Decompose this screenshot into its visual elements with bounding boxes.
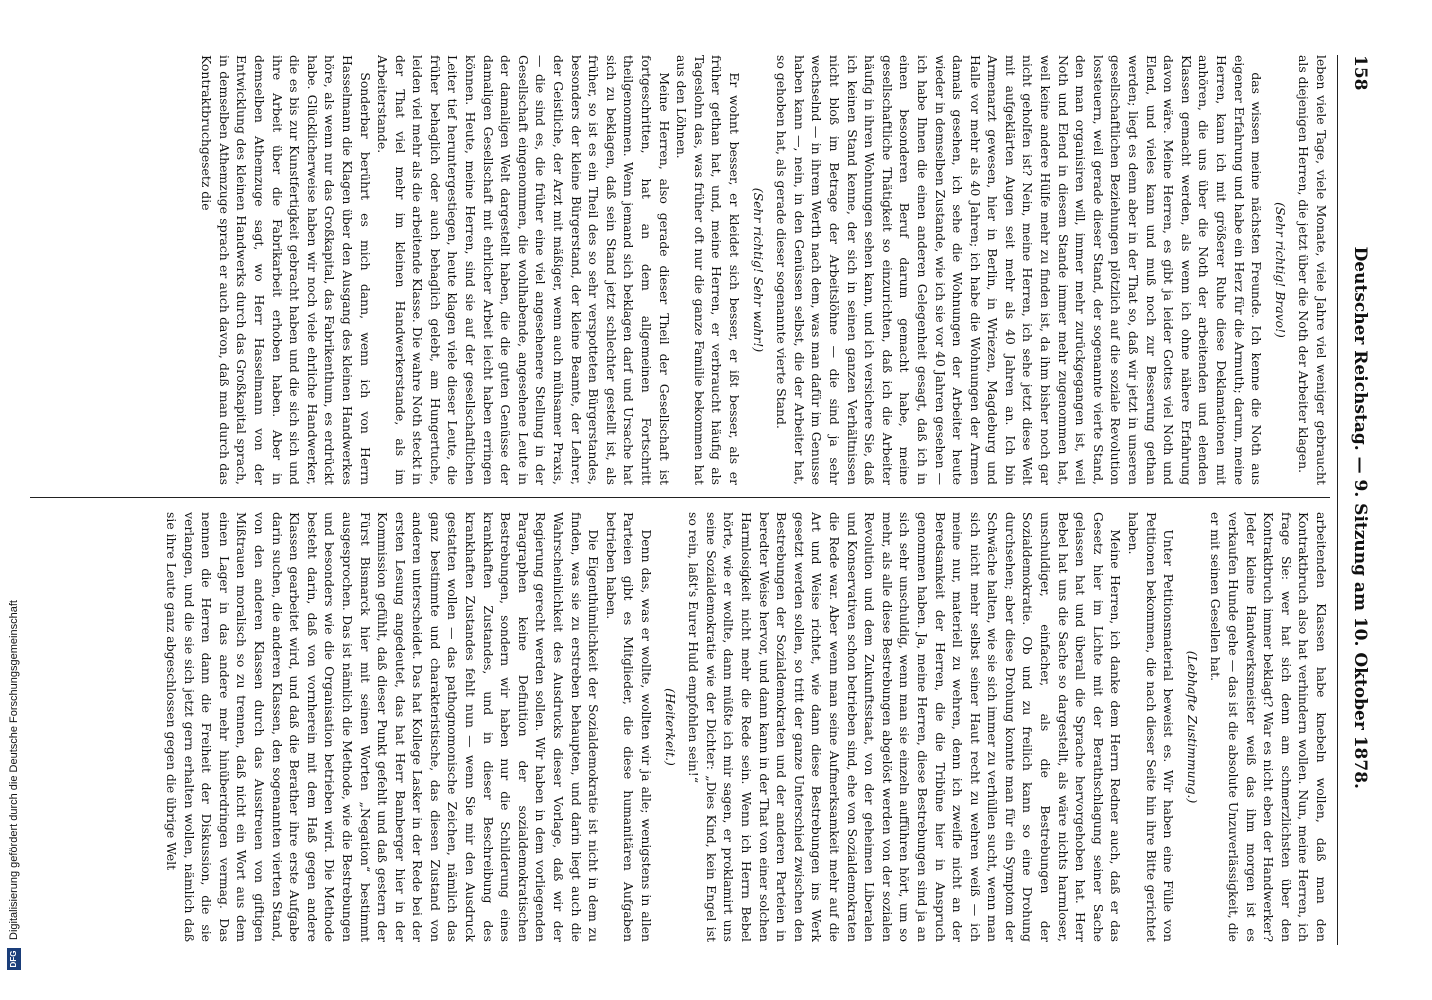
digitization-footer [0,0,28,1000]
stage-direction: (Sehr richtig! Bravo!) [1272,202,1288,338]
digitization-credit: Digitalisierung gefördert durch die Deutsche Forschungsgemeinschaft [8,600,20,940]
paragraph: Meine Herren, also gerade dieser Theil der Gesellschaft ist fortgeschritten, hat an dem allgemeinen Fortschritt theilgenommen. Wenn jemand sich beklagen darf und Ursache hat sich zu beklagen, daß sein Stand jetzt schlechter gestellt ist, als früher, so ist es ein Theil des so sehr verspotteten Bürgerstandes, besonders der kleine Bürgerstand, der kleine Beamte, der Lehrer, der Geistliche, der Arzt mit mäßiger, wenn auch mühsamer Praxis, — die sind es, die früher eine viel angesehenere Stellung in der Gesellschaft eingenommen, die wohlhabende, angesehene Leute in der damaligen Welt dargestellt haben, die die guten Genüsse der damaligen Gesellschaft mit ehrlicher Arbeit leicht haben erringen können. Heute, meine Herren, sind sie auf der gesellschaftlichen Leiter tief heruntergestiegen, heute klagen viele dieser Leute, die früher behaglich oder auch behaglich gelebt, am Hungertuche, leiden viel mehr als die arbeitende Klasse. Die wahre Noth steckt in der That viel mehr im kleinen Handwerkerstande, als im Arbeiterstande. [375,55,672,485]
paragraph: das wissen meine nächsten Freunde. Ich kenne die Noth aus eigener Erfahrung und habe ein Herz für die Armuth; darum, meine Herren, kann ich mit größerer Ruhe diese Deklamationen mit anhören, die uns über die Noth der arbeitenden und elenden Klassen gemacht werden, als wenn ich ohne nähere Erfahrung davon wäre. Meine Herren, es gibt ja leider Gottes viel Noth und Elend, und vieles kann und muß noch zur Besserung gethan werden; liegt es denn aber in der That so, daß wir jetzt in unseren gesellschaftlichen Beziehungen plötzlich auf die soziale Revolution lossteuern, weil gerade dieser Stand, der sogenannte vierte Stand, den man organisiren will, immer mehr zurückgegangen ist, weil Noth und Elend in diesem Stande immer mehr zugenommen hat, weil keine andere Hülfe mehr zu finden ist, da ihm bisher noch gar nicht geholfen ist? Nein, meine Herren, ich sehe jetzt diese Welt mit aufgeklärten Augen seit mehr als 40 Jahren an. Ich bin Armenarzt gewesen, hier in Berlin, in Wriezen, Magdeburg und Halle vor mehr als 40 Jahren; ich habe die Wohnungen der Armen damals gesehen, ich sehe die Wohnungen der Arbeiter heute wieder in demselben Zustande, wie ich sie vor 40 Jahren gesehen — ich habe Ihnen die einen anderen Gelegenheit gesagt, daß ich in einen besonderen Beruf darum gemacht habe, meine gesellschaftliche Thätigkeit so einzurichten, daß ich die Arbeiter häufig in ihren Wohnungen sehen kann, und ich versichere Sie, daß ich keinen Stand kenne, der sich in seinen ganzen Verhältnissen nicht bloß im Betrage der Arbeitslöhne — die sind ja sehr wechselnd — in ihrem Werth nach dem, was man dafür im Genusse haben kann —, nein, in den Genüssen selbst, die der Arbeiter hat, so gehoben hat, als gerade dieser sogenannte vierte Stand. [774,55,1265,485]
page-header [1340,55,1370,945]
paragraph: Die Eigenthümlichkeit der Sozialdemokratie ist nicht in dem zu finden, was sie zu erstreben behaupten, und darin liegt auch die Wahrscheinlichkeit des Ausdrucks dieser Vorlage, daß wir der Regierung gerecht werden sollen. Wir haben in dem vorliegenden Paragraphen keine Definition der sozialdemokratischen Bestrebungen, sondern wir haben nur die Schilderung eines krankhaften Zustandes, und in dieser Beschreibung des krankhaften Zustandes fehlt nun — wenn Sie mir den Ausdruck gestatten wollen — das pathognomonische Zeichen, nämlich das ganz bestimmte und charakteristische, das diesen Zustand von anderen unterscheidet. Das hat Kollege Lasker in der Rede bei der ersten Lesung angedeutet, das hat Herr Bamberger hier in der Kommission gefühlt, daß dieser Punkt gefehlt und daß gestern der Fürst Bismarck hier mit seinen Worten „Negation“ bestimmt ausgesprochen. Das ist nämlich die Methode, wie die Bestrebungen und besonders wie die Organisation betrieben wird. Die Methode besteht darin, daß von vornherein mit dem Haß gegen andere Klassen gearbeitet wird, und daß die Berather ihre erste Aufgabe darin suchen, die anderen Klassen, den sogenannten vierten Stand, von den anderen Klassen durch das Ausstreuen von giftigen Mißtrauen moralisch so zu trennen, daß nicht ein Wort aus dem einen Lager in das andere mehr hinüberdringen vermag. Das nennen die Herren dann die Freiheit der Diskussion, die sie verlangen, und die sie sich jetzt gern erhalten wollen, nämlich daß sie ihre Leute ganz abgeschlossen gegen die übrige Welt [164,512,602,942]
paragraph: Unter Petitionsmaterial beweist es. Wir haben eine Fülle von Petitionen bekommen, die nach dieser Seite hin ihre Bitte gerichtet haben. [1126,512,1177,942]
paragraph: Denn das, was er wollte, wollten wir ja alle; wenigstens in allen Parteien gibt es Mitglieder, die diese humanitären Aufgaben betrieben haben. [603,512,655,942]
paragraph: Sonderbar berührt es mich dann, wenn ich von Herrn Hasselmann die Klagen über den Ausgang des kleinen Handwerkes höre, als wenn nur das Großkapital, das Fabrikenthum, es erdrückt habe. Glücklicherweise haben wir noch viele ehrliche Handwerker, die es bis zur Kunstfertigkeit gebracht haben und die sich sich und ihre Arbeit über die Fabrikarbeit erhoben haben. Aber in demselben Athemzuge sagt, wo Herr Hasselmann von der Entwicklung des kleinen Handwerks durch das Großkapital sprach, in demselben Athemzuge sprach er auch davon, daß man durch das Kontraktbruchgesetz die [199,55,373,485]
running-title: Deutscher Reichstag. — 9. Sitzung am 10. Oktober 1878. [1350,246,1370,789]
page-number: 158 [1350,55,1370,91]
stage-direction: (Lebhafte Zustimmung.) [1184,650,1200,804]
stage-direction: (Sehr richtig! Sehr wahr!) [750,187,766,353]
stage-direction: (Heiterkeit.) [662,688,678,766]
paragraph: leben viele Tage, viele Monate, viele Jahre viel weniger gebraucht als diejenigen Herren, die jetzt über die Noth der Arbeiter klagen. [1296,55,1329,485]
text-column-right [30,512,1330,942]
paragraph: Er wohnt besser, er kleidet sich besser, er ißt besser, als er früher gethan hat, und, meine Herren, er verbraucht häufig als Tageslohn das, was früher oft nur die ganze Familie bekommen hat aus den Löhnen. [674,55,742,485]
column-divider [30,497,1330,498]
text-column-left [30,55,1330,485]
dfg-logo: DFG [7,948,21,970]
paragraph: Meine Herren, ich danke dem Herrn Redner auch, daß er das Gesetz hier im Lichte mit der Berathschlagung seiner Sache gelassen hat und überall die Sprache hervorgehoben hat. Herr Bebel hat uns die Sache so dargestellt, als wäre nichts harmloser, unschuldiger, einfacher, als die Bestrebungen der Sozialdemokratie. Ob und zu freilich kann so eine Drohung durchsehen; aber diese Drohung konnte man für ein Symptom der Schwäche halten, wie sie sich immer zu verhüllen sucht, wenn man sich nicht mehr selbst seiner Haut recht zu wehren weiß — ich meine nur, materiell zu wehren, denn ich zweifle nicht an der Beredsamkeit der Herren, die die Tribüne hier in Anspruch genommen haben. Ja, meine Herren, diese Bestrebungen sind ja an sich sehr unschuldig, wenn man sie einzeln aufführen hört, um so mehr, als alle diese Bestrebungen abgelöst werden von der sozialen Revolution und dem Zukunftsstaat, von der geheimen Liberalen und Konservativen schon betrieben sind, ehe von Sozialdemokraten die Rede war. Aber wenn man seine Aufmerksamkeit mehr auf die Art und Weise richtet, wie dann diese Bestrebungen ins Werk gesetzt werden sollen, so tritt der ganze Unterschied zwischen den Bestrebungen der Sozialdemokraten und der anderen Parteien in beredter Weise hervor, und dann kann in der That von einer solchen Harmlosigkeit nicht mehr die Rede sein. Wenn ich Herrn Bebel hörte, wie er wollte, dann müßte ich mir sagen, er proklamirt uns seine Sozialdemokratie wie der Dichter: „Dies Kind, kein Engel ist so rein, laßt's Eurer Huld empfohlen sein!“ [686,512,1124,942]
paragraph: arbeitenden Klassen habe knebeln wollen, daß man den Kontraktbruch also hat verhindern wollen. Nun, meine Herren, ich frage Sie: wer hat sich denn am schmerzlichsten über den Kontraktbruch immer beklagt? War es nicht eben der Handwerker? Jeder kleine Handwerksmeister weiß das ihm morgen ist es verkaufen Hunde gehe — das ist die absolute Unzuverlässigkeit, die er mit seinen Gesellen hat. [1208,512,1329,942]
header-rule [1337,55,1338,945]
